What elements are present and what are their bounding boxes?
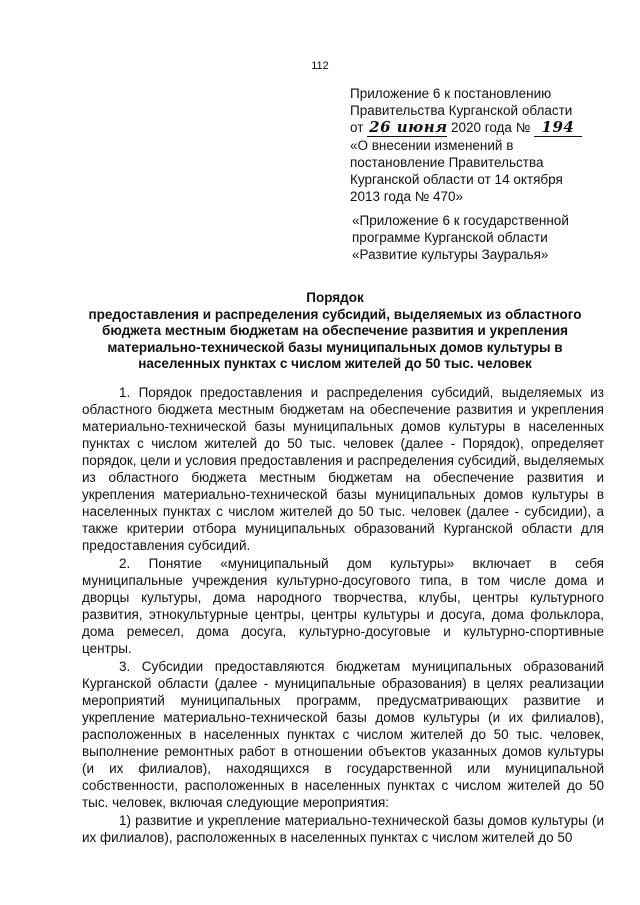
appendix-line-2: Правительства Курганской области bbox=[350, 103, 573, 118]
appendix-line-1: Приложение 6 к постановлению bbox=[350, 86, 552, 101]
title-line-4: населенных пунктах с числом жителей до 50 тыс. человек bbox=[138, 356, 532, 371]
title-line-3: материально-технической базы муниципальных домов культуры в bbox=[107, 339, 563, 355]
program-appendix-line-2: программе Курганской области bbox=[352, 230, 548, 245]
appendix-line-5: постановление Правительства bbox=[350, 155, 544, 170]
program-appendix bbox=[352, 212, 602, 263]
title-word: Порядок bbox=[306, 290, 364, 305]
handwritten-date: 26 июня bbox=[369, 118, 448, 136]
paragraph-1: 1. Порядок предоставления и распределения субсидий, выделяемых из областного бюджета местным бюджетам на обеспечение развития и укрепления материально-технической базы муниципальных домов культуры в населенных пунктах с числом жителей до 50 тыс. человек (далее - Порядок), определяет порядок, цели и условия предоставления и распределения субсидий, выделяемых из областного бюджета местным бюджетам на обеспечение развития и укрепления материально-технической базы муниципальных домов культуры в населенных пунктах с числом жителей до 50 тыс. человек (далее - субсидии), а также критерии отбора муниципальных образований Курганской области для предоставления субсидий. bbox=[82, 385, 604, 553]
title-line-2: бюджета местным бюджетам на обеспечение развития и укрепления bbox=[102, 323, 568, 338]
appendix-header bbox=[350, 85, 600, 205]
document-body bbox=[82, 384, 604, 846]
program-appendix-line-1: «Приложение 6 к государственной bbox=[352, 213, 569, 228]
appendix-line-7: 2013 года № 470» bbox=[350, 189, 464, 204]
paragraph-4: 1) развитие и укрепление материально-технической базы домов культуры (и их филиалов), расположенных в населенных пунктах с числом жителей до 50 bbox=[82, 813, 604, 845]
program-appendix-line-3: «Развитие культуры Зауралья» bbox=[352, 247, 549, 262]
handwritten-number: 194 bbox=[534, 119, 582, 137]
appendix-line-4: «О внесении изменений в bbox=[350, 138, 514, 153]
paragraph-2: 2. Понятие «муниципальный дом культуры» включает в себя муниципальные учреждения культурно-досугового типа, в том числе дома и дворцы культуры, дома народного творчества, клубы, центры культурного развития, этнокультурные центры, центры культуры и досуга, дома фольклора, дома ремесел, дома досуга, культурно-досуговые и культурно-спортивные центры. bbox=[82, 556, 604, 656]
year-text: 2020 года № bbox=[450, 120, 531, 135]
date-prefix: от bbox=[350, 120, 364, 135]
document-title bbox=[70, 290, 600, 373]
appendix-line-6: Курганской области от 14 октября bbox=[350, 172, 563, 187]
appendix-date-line bbox=[350, 119, 600, 137]
title-line-1: предоставления и распределения субсидий, выделяемых из областного bbox=[88, 306, 582, 322]
paragraph-3: 3. Субсидии предоставляются бюджетам муниципальных образований Курганской области (далее - муниципальные образования) в целях реализации мероприятий муниципальных программ, предусматривающих развитие и укрепление материально-технической базы домов культуры (и их филиалов), расположенных в населенных пунктах с числом жителей до 50 тыс. человек, выполнение ремонтных работ в отношении объектов указанных домов культуры (и их филиалов), находящихся в государственной или муниципальной собственности, расположенных в населенных пунктах с числом жителей до 50 тыс. человек, включая следующие мероприятия: bbox=[82, 659, 604, 810]
page-number: 112 bbox=[311, 60, 329, 72]
